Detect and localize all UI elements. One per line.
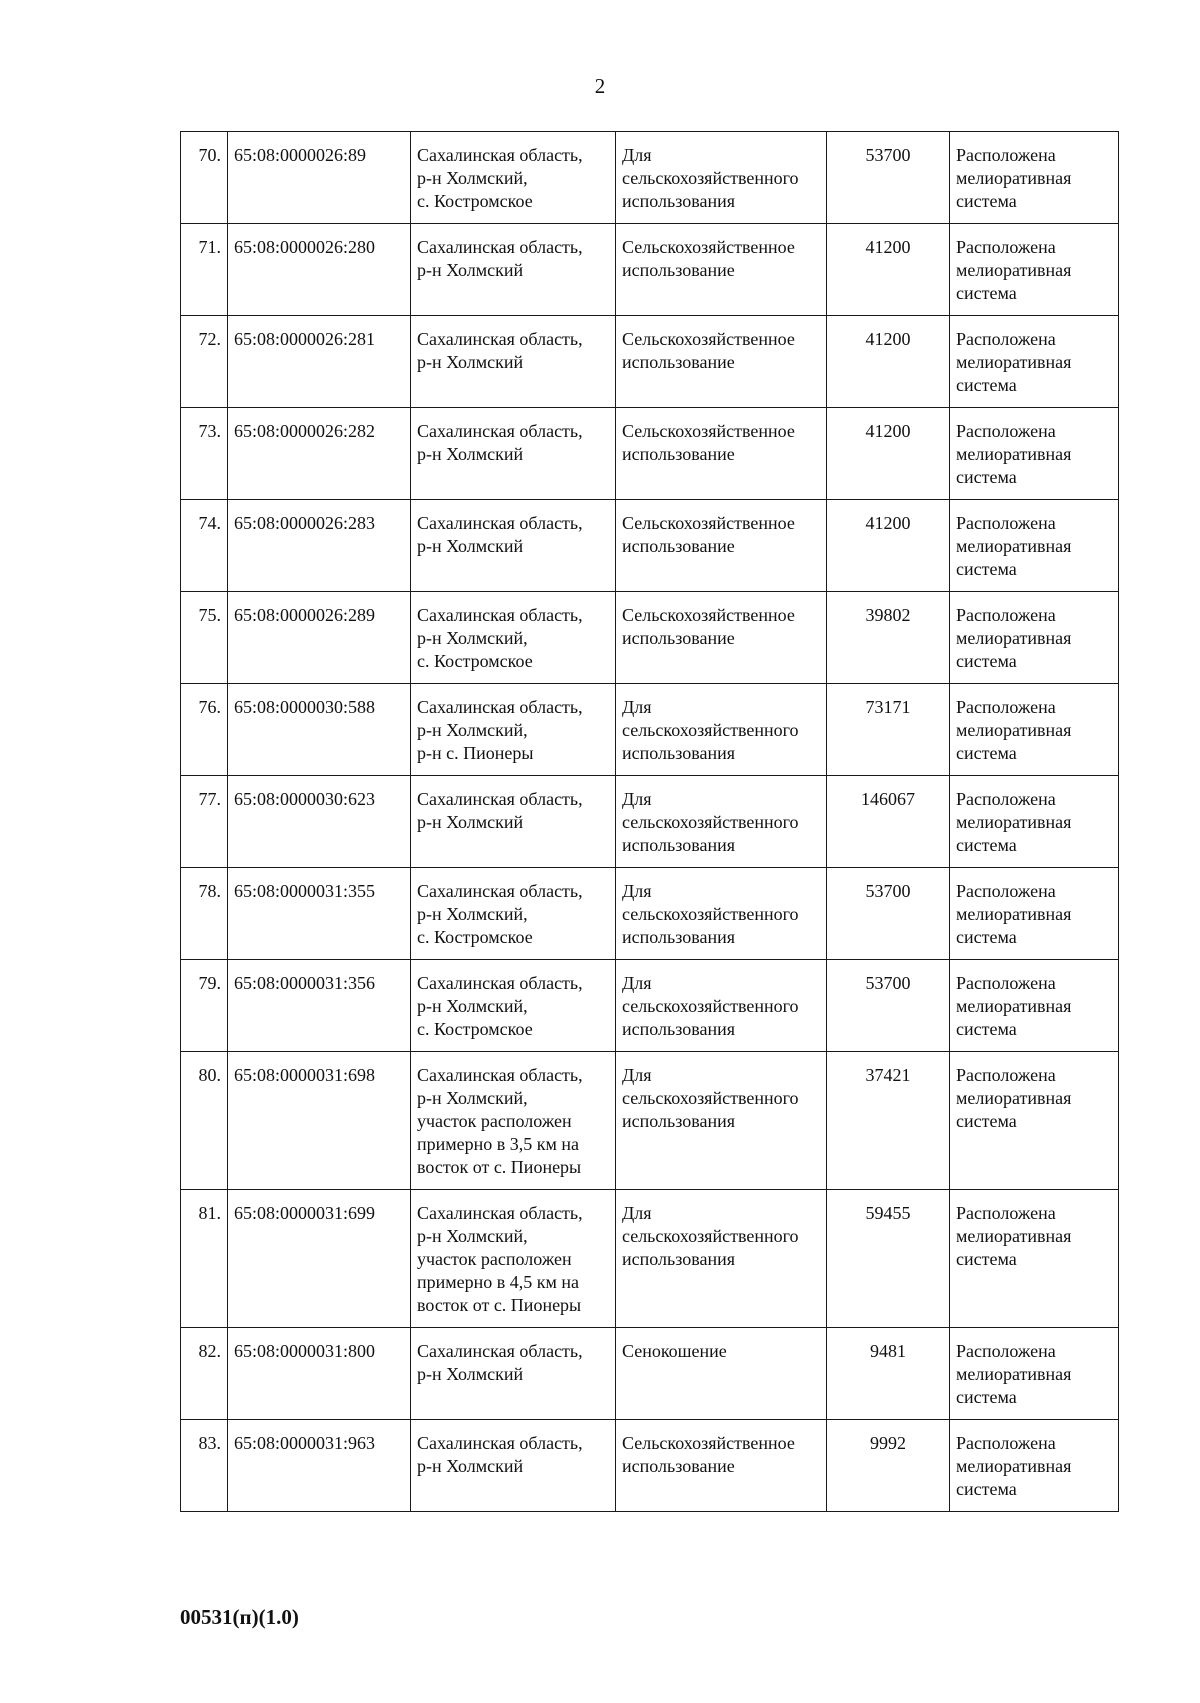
address-cell: Сахалинская область, р-н Холмский, с. Костромское xyxy=(411,868,616,960)
cadastral-number-cell: 65:08:0000030:588 xyxy=(228,684,411,776)
table-row xyxy=(181,1052,1119,1190)
table-row xyxy=(181,1328,1119,1420)
table-row xyxy=(181,408,1119,500)
address-cell: Сахалинская область, р-н Холмский xyxy=(411,316,616,408)
note-cell: Расположена мелиоративная система xyxy=(950,592,1119,684)
cadastral-number-cell: 65:08:0000031:800 xyxy=(228,1328,411,1420)
permitted-use-cell: Сельскохозяйственное использование xyxy=(616,1420,827,1512)
permitted-use-cell: Для сельскохозяйственного использования xyxy=(616,776,827,868)
area-cell: 53700 xyxy=(827,132,950,224)
area-cell: 41200 xyxy=(827,408,950,500)
address-cell: Сахалинская область, р-н Холмский xyxy=(411,776,616,868)
address-cell: Сахалинская область, р-н Холмский xyxy=(411,500,616,592)
cadastral-number-cell: 65:08:0000026:281 xyxy=(228,316,411,408)
cadastral-number-cell: 65:08:0000026:282 xyxy=(228,408,411,500)
area-cell: 9481 xyxy=(827,1328,950,1420)
cadastral-number-cell: 65:08:0000031:963 xyxy=(228,1420,411,1512)
area-cell: 59455 xyxy=(827,1190,950,1328)
permitted-use-cell: Для сельскохозяйственного использования xyxy=(616,868,827,960)
row-number-cell: 83. xyxy=(181,1420,228,1512)
cadastral-number-cell: 65:08:0000031:355 xyxy=(228,868,411,960)
area-cell: 41200 xyxy=(827,316,950,408)
table-row xyxy=(181,132,1119,224)
table-row xyxy=(181,776,1119,868)
row-number-cell: 74. xyxy=(181,500,228,592)
address-cell: Сахалинская область, р-н Холмский xyxy=(411,1328,616,1420)
address-cell: Сахалинская область, р-н Холмский, с. Костромское xyxy=(411,132,616,224)
address-cell: Сахалинская область, р-н Холмский xyxy=(411,1420,616,1512)
area-cell: 53700 xyxy=(827,960,950,1052)
note-cell: Расположена мелиоративная система xyxy=(950,224,1119,316)
row-number-cell: 78. xyxy=(181,868,228,960)
row-number-cell: 75. xyxy=(181,592,228,684)
note-cell: Расположена мелиоративная система xyxy=(950,1190,1119,1328)
cadastral-number-cell: 65:08:0000026:283 xyxy=(228,500,411,592)
table-row xyxy=(181,1420,1119,1512)
area-cell: 53700 xyxy=(827,868,950,960)
address-cell: Сахалинская область, р-н Холмский, с. Костромское xyxy=(411,592,616,684)
row-number-cell: 70. xyxy=(181,132,228,224)
note-cell: Расположена мелиоративная система xyxy=(950,868,1119,960)
note-cell: Расположена мелиоративная система xyxy=(950,316,1119,408)
permitted-use-cell: Сельскохозяйственное использование xyxy=(616,224,827,316)
address-cell: Сахалинская область, р-н Холмский, участок расположен примерно в 3,5 км на восток от с. Пионеры xyxy=(411,1052,616,1190)
area-cell: 9992 xyxy=(827,1420,950,1512)
table-row xyxy=(181,960,1119,1052)
area-cell: 41200 xyxy=(827,500,950,592)
cadastral-number-cell: 65:08:0000031:699 xyxy=(228,1190,411,1328)
address-cell: Сахалинская область, р-н Холмский xyxy=(411,408,616,500)
table-row xyxy=(181,868,1119,960)
table-row xyxy=(181,500,1119,592)
row-number-cell: 76. xyxy=(181,684,228,776)
permitted-use-cell: Сельскохозяйственное использование xyxy=(616,408,827,500)
address-cell: Сахалинская область, р-н Холмский xyxy=(411,224,616,316)
permitted-use-cell: Сельскохозяйственное использование xyxy=(616,316,827,408)
permitted-use-cell: Для сельскохозяйственного использования xyxy=(616,1190,827,1328)
area-cell: 73171 xyxy=(827,684,950,776)
permitted-use-cell: Сельскохозяйственное использование xyxy=(616,500,827,592)
cadastral-number-cell: 65:08:0000026:89 xyxy=(228,132,411,224)
cadastral-number-cell: 65:08:0000026:280 xyxy=(228,224,411,316)
permitted-use-cell: Для сельскохозяйственного использования xyxy=(616,1052,827,1190)
note-cell: Расположена мелиоративная система xyxy=(950,132,1119,224)
note-cell: Расположена мелиоративная система xyxy=(950,1420,1119,1512)
note-cell: Расположена мелиоративная система xyxy=(950,960,1119,1052)
address-cell: Сахалинская область, р-н Холмский, р-н с. Пионеры xyxy=(411,684,616,776)
table-row xyxy=(181,592,1119,684)
table-row xyxy=(181,684,1119,776)
cadastral-number-cell: 65:08:0000031:698 xyxy=(228,1052,411,1190)
row-number-cell: 73. xyxy=(181,408,228,500)
area-cell: 37421 xyxy=(827,1052,950,1190)
row-number-cell: 77. xyxy=(181,776,228,868)
note-cell: Расположена мелиоративная система xyxy=(950,684,1119,776)
permitted-use-cell: Для сельскохозяйственного использования xyxy=(616,132,827,224)
row-number-cell: 81. xyxy=(181,1190,228,1328)
row-number-cell: 72. xyxy=(181,316,228,408)
page-number: 2 xyxy=(594,74,606,98)
table-row xyxy=(181,1190,1119,1328)
address-cell: Сахалинская область, р-н Холмский, участок расположен примерно в 4,5 км на восток от с. Пионеры xyxy=(411,1190,616,1328)
table-row xyxy=(181,316,1119,408)
table-row xyxy=(181,224,1119,316)
cadastral-number-cell: 65:08:0000031:356 xyxy=(228,960,411,1052)
note-cell: Расположена мелиоративная система xyxy=(950,776,1119,868)
address-cell: Сахалинская область, р-н Холмский, с. Костромское xyxy=(411,960,616,1052)
cadastral-number-cell: 65:08:0000030:623 xyxy=(228,776,411,868)
row-number-cell: 71. xyxy=(181,224,228,316)
area-cell: 41200 xyxy=(827,224,950,316)
area-cell: 39802 xyxy=(827,592,950,684)
permitted-use-cell: Для сельскохозяйственного использования xyxy=(616,684,827,776)
row-number-cell: 82. xyxy=(181,1328,228,1420)
row-number-cell: 80. xyxy=(181,1052,228,1190)
document-code: 00531(п)(1.0) xyxy=(180,1605,299,1629)
cadastral-number-cell: 65:08:0000026:289 xyxy=(228,592,411,684)
note-cell: Расположена мелиоративная система xyxy=(950,500,1119,592)
permitted-use-cell: Сельскохозяйственное использование xyxy=(616,592,827,684)
permitted-use-cell: Сенокошение xyxy=(616,1328,827,1420)
permitted-use-cell: Для сельскохозяйственного использования xyxy=(616,960,827,1052)
note-cell: Расположена мелиоративная система xyxy=(950,1052,1119,1190)
note-cell: Расположена мелиоративная система xyxy=(950,1328,1119,1420)
note-cell: Расположена мелиоративная система xyxy=(950,408,1119,500)
area-cell: 146067 xyxy=(827,776,950,868)
row-number-cell: 79. xyxy=(181,960,228,1052)
land-plots-table xyxy=(180,131,1119,1512)
